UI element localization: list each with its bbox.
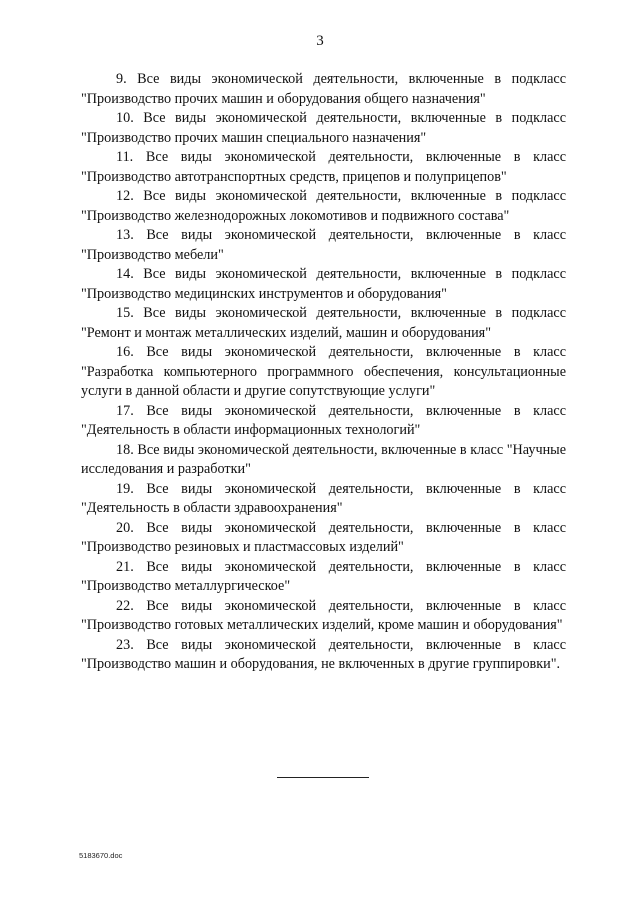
list-item-13: 13. Все виды экономической деятельности, включенные в класс "Производство мебели" bbox=[81, 227, 566, 263]
list-item-11: 11. Все виды экономической деятельности, включенные в класс "Производство автотранспортных средств, прицепов и полуприцепов" bbox=[81, 149, 566, 185]
list-item-12: 12. Все виды экономической деятельности, включенные в подкласс "Производство железнодорожных локомотивов и подвижного состава" bbox=[81, 188, 566, 224]
document-body bbox=[81, 70, 566, 675]
list-item-15: 15. Все виды экономической деятельности, включенные в подкласс "Ремонт и монтаж металлических изделий, машин и оборудования" bbox=[81, 305, 566, 341]
list-item-17: 17. Все виды экономической деятельности, включенные в класс "Деятельность в области информационных технологий" bbox=[81, 402, 566, 438]
list-item-19: 19. Все виды экономической деятельности, включенные в класс "Деятельность в области здравоохранения" bbox=[81, 480, 566, 516]
page-number: 3 bbox=[316, 33, 324, 49]
end-separator-line bbox=[277, 777, 369, 778]
list-item-16: 16. Все виды экономической деятельности, включенные в класс "Разработка компьютерного программного обеспечения, консультационные услуги в данной области и другие сопутствующие услуги" bbox=[81, 344, 566, 399]
list-item-10: 10. Все виды экономической деятельности, включенные в подкласс "Производство прочих машин специального назначения" bbox=[81, 110, 566, 146]
footer-filename: 5183670.doc bbox=[79, 851, 123, 860]
list-item-23: 23. Все виды экономической деятельности, включенные в класс "Производство машин и оборудования, не включенных в другие группировки". bbox=[81, 636, 566, 672]
list-item-22: 22. Все виды экономической деятельности, включенные в класс "Производство готовых металлических изделий, кроме машин и оборудования" bbox=[81, 597, 566, 633]
list-item-18: 18. Все виды экономической деятельности, включенные в класс "Научные исследования и разработки" bbox=[81, 441, 566, 477]
list-item-9: 9. Все виды экономической деятельности, включенные в подкласс "Производство прочих машин и оборудования общего назначения" bbox=[81, 71, 566, 107]
list-item-14: 14. Все виды экономической деятельности, включенные в подкласс "Производство медицинских инструментов и оборудования" bbox=[81, 266, 566, 302]
list-item-21: 21. Все виды экономической деятельности, включенные в класс "Производство металлургическое" bbox=[81, 558, 566, 594]
list-item-20: 20. Все виды экономической деятельности, включенные в класс "Производство резиновых и пластмассовых изделий" bbox=[81, 519, 566, 555]
